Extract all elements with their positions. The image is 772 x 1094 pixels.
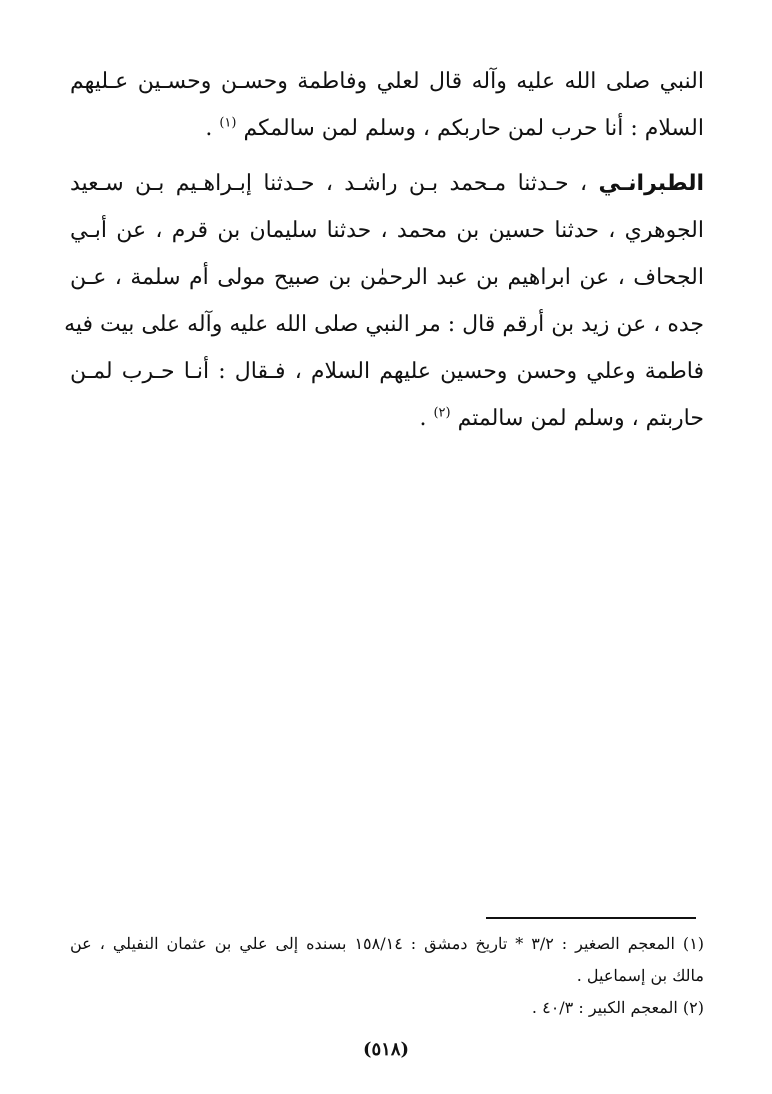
- paragraph-2: [64, 160, 705, 442]
- footnote-1: (١) المعجم الصغير : ٣/٢ * تاريخ دمشق : ١٥٨/١٤ بسنده إلى علي بن عثمان النفيلي ، عن: [70, 934, 705, 953]
- main-text: [64, 58, 705, 442]
- text-line: فاطمة وعلي وحسن وحسين عليهم السلام ، فـقال : أنـا حـرب لمـن: [70, 359, 704, 384]
- footnote-2: (٢) المعجم الكبير : ٤٠/٣ .: [531, 998, 704, 1017]
- text-line: جده ، عن زيد بن أرقم قال : مر النبي صلى الله عليه وآله على بيت فيه: [64, 312, 704, 337]
- footnote-marker-2[interactable]: (٢): [433, 405, 451, 421]
- paragraph-1: [70, 58, 704, 152]
- footnote-separator: [486, 917, 696, 919]
- footnotes: [70, 928, 704, 1024]
- footnote-1-continuation: مالك بن إسماعيل .: [576, 966, 704, 985]
- source-name: الطبرانـي: [598, 171, 704, 196]
- text-line: الطبرانـي ، حـدثنا مـحمد بـن راشـد ، حـدثنا إبـراهـيم بـن سـعيد: [70, 171, 704, 196]
- text-line: الجوهري ، حدثنا حسين بن محمد ، حدثنا سليمان بن قرم ، عن أبـي: [70, 218, 705, 243]
- footnote-marker-1[interactable]: (١): [219, 115, 237, 131]
- text-line: الجحاف ، عن ابراهيم بن عبد الرحمٰن بن صبيح مولى أم سلمة ، عـن: [70, 265, 704, 290]
- text-line: النبي صلى الله عليه وآله قال لعلي وفاطمة وحسـن وحسـين عـليهم: [70, 69, 704, 94]
- page-number: (٥١٨): [362, 1039, 410, 1060]
- text-line: حاربتم ، وسلم لمن سالمتم $^{(٢)}$ .: [419, 405, 704, 431]
- text-line: السلام : أنا حرب لمن حاربكم ، وسلم لمن سالمكم $^{(١)}$ .: [205, 115, 704, 141]
